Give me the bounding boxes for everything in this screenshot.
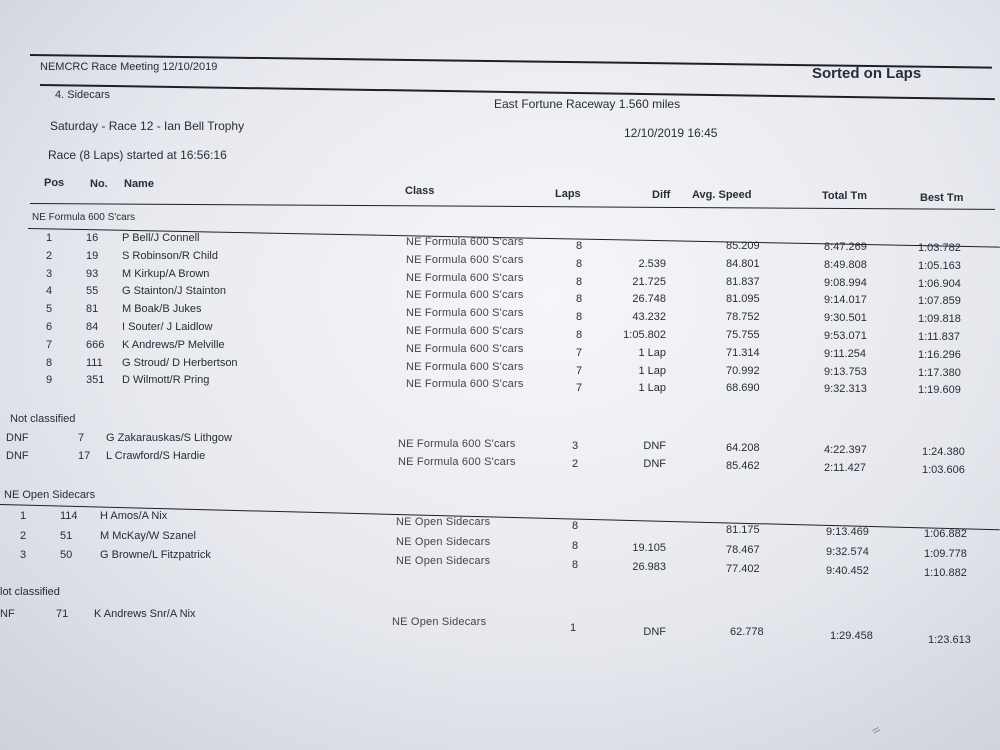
sorted-label: Sorted on Laps (812, 65, 922, 82)
cell-no: 84 (86, 321, 99, 333)
cell-name: M Kirkup/A Brown (122, 267, 210, 280)
cell-diff: DNF (643, 440, 666, 452)
cell-best: 1:10.882 (924, 567, 967, 579)
col-avg: Avg. Speed (692, 189, 752, 201)
cell-avg: 64.208 (726, 442, 760, 454)
cell-name: L Crawford/S Hardie (106, 450, 206, 462)
cell-total: 8:47.269 (824, 241, 867, 253)
cell-total: 9:11.254 (824, 347, 867, 360)
cell-class: NE Formula 600 S'cars (398, 456, 516, 468)
cell-class: NE Open Sidecars (396, 535, 491, 548)
cell-best: 1:17.380 (918, 366, 961, 379)
cell-avg: 84.801 (726, 257, 760, 270)
cell-diff: DNF (643, 458, 666, 470)
cell-diff: 19.105 (632, 541, 666, 554)
cell-total: 9:32.574 (826, 545, 869, 558)
cell-avg: 85.209 (726, 240, 760, 252)
cell-diff: 21.725 (632, 275, 666, 288)
cell-class: NE Formula 600 S'cars (406, 236, 524, 248)
col-total: Total Tm (822, 190, 868, 202)
cell-diff: 1 Lap (638, 364, 666, 377)
cell-pos: 2 (46, 249, 53, 262)
cell-pos: DNF (6, 432, 29, 444)
cell-total: 9:53.071 (824, 330, 867, 342)
cell-pos: 3 (46, 267, 53, 280)
cell-total: 9:32.313 (824, 383, 867, 396)
cell-no: 114 (60, 510, 78, 522)
cell-best: 1:24.380 (922, 446, 965, 458)
result-row (0, 608, 1000, 646)
venue: East Fortune Raceway 1.560 miles (494, 97, 681, 111)
cell-laps: 8 (572, 559, 579, 571)
result-row (0, 321, 1000, 343)
cell-diff: 43.232 (632, 311, 666, 324)
cell-avg: 62.778 (730, 626, 764, 638)
cell-no: 93 (86, 267, 99, 280)
result-row (0, 338, 1000, 361)
cell-pos: 3 (20, 549, 27, 561)
cell-diff: 1 Lap (638, 346, 666, 359)
cell-pos: 1 (20, 510, 27, 522)
col-best: Best Tm (920, 192, 964, 204)
cell-laps: 3 (572, 440, 579, 452)
cell-laps: 8 (572, 520, 579, 532)
result-row (0, 356, 1000, 379)
cell-name: D Wilmott/R Pring (122, 374, 210, 387)
result-row (0, 267, 1000, 290)
cell-class: NE Formula 600 S'cars (406, 307, 524, 320)
cell-avg: 77.402 (726, 563, 760, 575)
cell-avg: 78.467 (726, 543, 760, 556)
cell-laps: 8 (572, 539, 579, 552)
cell-diff: 1:05.802 (623, 329, 666, 341)
cell-total: 9:13.753 (824, 365, 867, 378)
cell-best: 1:09.778 (924, 547, 967, 560)
cell-avg: 81.175 (726, 524, 760, 536)
cell-total: 9:40.452 (826, 565, 869, 577)
col-name: Name (124, 178, 154, 190)
cell-class: NE Formula 600 S'cars (406, 289, 524, 302)
meeting-title: NEMCRC Race Meeting 12/10/2019 (40, 61, 218, 73)
cell-name: M Boak/B Jukes (122, 303, 202, 316)
result-row (0, 549, 1000, 579)
cell-best: 1:09.818 (918, 313, 961, 326)
cell-name: G Stainton/J Stainton (122, 285, 226, 298)
cell-avg: 68.690 (726, 382, 760, 395)
cell-best: 1:03.606 (922, 464, 965, 476)
col-no: No. (90, 178, 108, 190)
section-title: NE Open Sidecars (4, 489, 96, 501)
cell-no: 51 (60, 529, 73, 542)
cell-total: 4:22.397 (824, 444, 867, 456)
cell-class: NE Formula 600 S'cars (406, 342, 524, 355)
cell-name: G Zakarauskas/S Lithgow (106, 432, 232, 444)
cell-class: NE Formula 600 S'cars (406, 360, 524, 373)
result-row (0, 374, 1000, 397)
cell-best: 1:05.163 (918, 259, 961, 272)
paper-mark: ≈ (868, 721, 884, 739)
not-classified-title: Not classified (10, 413, 76, 425)
cell-class: NE Formula 600 S'cars (406, 325, 524, 337)
cell-name: H Amos/A Nix (100, 510, 168, 522)
cell-total: 9:08.994 (824, 276, 867, 289)
cell-pos: DNF (6, 450, 29, 462)
cell-no: 81 (86, 303, 99, 316)
cell-laps: 7 (576, 382, 583, 395)
cell-laps: 1 (570, 622, 577, 634)
cell-pos: 6 (46, 321, 53, 333)
race-started: Race (8 Laps) started at 16:56:16 (48, 148, 227, 162)
cell-no: 7 (78, 432, 85, 444)
cell-total: 9:30.501 (824, 312, 867, 325)
cell-avg: 78.752 (726, 311, 760, 324)
cell-laps: 7 (576, 346, 583, 359)
cell-no: 351 (86, 374, 105, 387)
cell-best: 1:19.609 (918, 384, 961, 397)
cell-avg: 81.095 (726, 293, 760, 306)
cell-name: P Bell/J Connell (122, 232, 200, 244)
cell-total: 9:14.017 (824, 294, 867, 307)
cell-class: NE Formula 600 S'cars (406, 271, 524, 284)
cell-diff: 26.748 (632, 293, 666, 306)
cell-name: I Souter/ J Laidlow (122, 321, 213, 333)
result-row (0, 285, 1000, 308)
cell-avg: 75.755 (726, 329, 760, 341)
cell-name: S Robinson/R Child (122, 249, 218, 262)
col-diff: Diff (652, 189, 671, 201)
cell-total: 1:29.458 (830, 630, 873, 642)
cell-no: 16 (86, 232, 99, 244)
cell-class: NE Formula 600 S'cars (398, 438, 516, 450)
class-name: 4. Sidecars (55, 89, 111, 101)
cell-no: 17 (78, 450, 91, 462)
cell-pos: 8 (46, 356, 53, 369)
cell-name: K Andrews/P Melville (122, 338, 225, 351)
cell-best: 1:23.613 (928, 634, 971, 646)
result-row (0, 303, 1000, 326)
cell-class: NE Open Sidecars (396, 555, 491, 567)
cell-best: 1:07.859 (918, 295, 961, 308)
col-pos: Pos (44, 177, 65, 189)
cell-best: 1:16.296 (918, 348, 961, 361)
cell-laps: 8 (576, 329, 583, 341)
cell-best: 1:06.882 (924, 528, 967, 540)
cell-pos: 2 (20, 529, 27, 542)
result-row (0, 232, 1000, 254)
cell-laps: 8 (576, 311, 583, 324)
cell-total: 2:11.427 (824, 462, 867, 474)
cell-best: 1:06.904 (918, 277, 961, 290)
cell-pos: NF (0, 608, 15, 620)
cell-name: K Andrews Snr/A Nix (94, 608, 196, 620)
cell-avg: 81.837 (726, 275, 760, 288)
cell-name: G Browne/L Fitzpatrick (100, 549, 211, 561)
cell-diff: DNF (643, 626, 666, 638)
cell-laps: 8 (576, 293, 583, 306)
cell-no: 111 (86, 356, 103, 369)
col-laps: Laps (555, 188, 581, 200)
cell-avg: 70.992 (726, 364, 760, 377)
cell-class: NE Open Sidecars (392, 616, 487, 628)
cell-best: 1:11.837 (918, 331, 961, 343)
cell-no: 50 (60, 549, 73, 561)
cell-laps: 8 (576, 240, 583, 252)
cell-laps: 2 (572, 458, 579, 470)
not-classified-title: lot classified (0, 586, 60, 598)
cell-laps: 8 (576, 257, 583, 270)
col-class: Class (405, 185, 435, 197)
cell-no: 666 (86, 338, 105, 351)
cell-no: 19 (86, 249, 99, 262)
race-title: Saturday - Race 12 - Ian Bell Trophy (50, 119, 245, 133)
cell-pos: 4 (46, 285, 53, 298)
cell-avg: 71.314 (726, 346, 760, 359)
result-row (0, 450, 1000, 476)
cell-total: 8:49.808 (824, 258, 867, 271)
cell-pos: 9 (46, 374, 53, 387)
cell-diff: 26.983 (632, 561, 666, 573)
cell-pos: 1 (46, 232, 53, 244)
cell-name: M McKay/W Szanel (100, 529, 196, 542)
column-rule (30, 203, 995, 210)
cell-best: 1:03.782 (918, 242, 961, 254)
cell-diff: 1 Lap (638, 382, 666, 395)
result-row (0, 249, 1000, 272)
section-title: NE Formula 600 S'cars (32, 212, 136, 223)
cell-diff: 2.539 (638, 257, 666, 270)
cell-avg: 85.462 (726, 460, 760, 472)
cell-class: NE Open Sidecars (396, 516, 491, 528)
cell-no: 55 (86, 285, 99, 298)
cell-pos: 7 (46, 338, 53, 351)
cell-laps: 8 (576, 275, 583, 288)
cell-laps: 7 (576, 364, 583, 377)
cell-pos: 5 (46, 303, 53, 316)
cell-class: NE Formula 600 S'cars (406, 378, 524, 391)
cell-total: 9:13.469 (826, 526, 869, 538)
cell-no: 71 (56, 608, 69, 620)
cell-class: NE Formula 600 S'cars (406, 253, 524, 266)
cell-name: G Stroud/ D Herbertson (122, 356, 238, 369)
race-datetime: 12/10/2019 16:45 (624, 126, 718, 140)
